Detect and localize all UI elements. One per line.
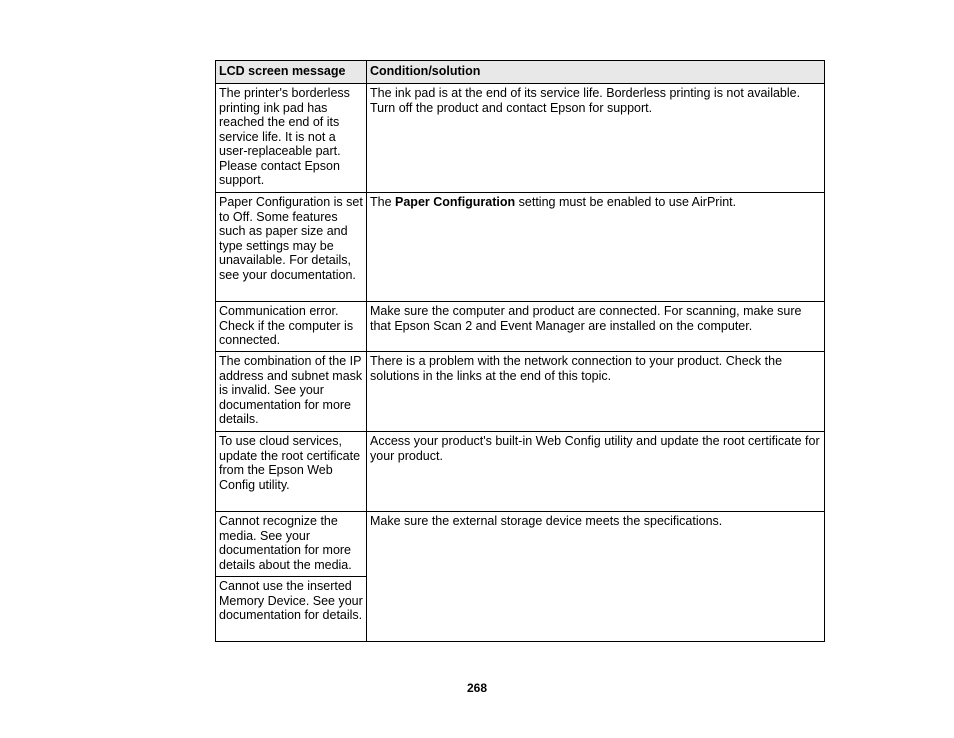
lcd-message-cell: The combination of the IP address and subnet mask is invalid. See your documentation for more details. xyxy=(216,352,367,432)
solution-cell: There is a problem with the network connection to your product. Check the solutions in the links at the end of this topic. xyxy=(367,352,825,432)
table-header-row xyxy=(216,61,825,84)
page-number: 268 xyxy=(466,681,488,695)
table-row xyxy=(216,432,825,512)
table-row xyxy=(216,512,825,577)
solution-cell: Make sure the computer and product are connected. For scanning, make sure that Epson Scan 2 and Event Manager are installed on the computer. xyxy=(367,302,825,352)
solution-text: setting must be enabled to use AirPrint. xyxy=(515,195,737,209)
header-lcd-message: LCD screen message xyxy=(216,61,367,84)
table-row xyxy=(216,84,825,193)
lcd-message-cell: Cannot use the inserted Memory Device. See your documentation for details. xyxy=(216,577,367,642)
setting-name-bold: Paper Configuration xyxy=(395,195,516,209)
header-condition-solution: Condition/solution xyxy=(367,61,825,84)
table-row xyxy=(216,193,825,302)
table-row xyxy=(216,352,825,432)
lcd-message-cell: Paper Configuration is set to Off. Some features such as paper size and type settings may be unavailable. For details, see your documentation. xyxy=(216,193,367,302)
solution-cell: Make sure the external storage device meets the specifications. xyxy=(367,512,825,642)
solution-cell: Access your product's built-in Web Config utility and update the root certificate for your product. xyxy=(367,432,825,512)
solution-text: The xyxy=(370,195,396,209)
lcd-message-cell: The printer's borderless printing ink pad has reached the end of its service life. It is not a user-replaceable part. Please contact Epson support. xyxy=(216,84,367,193)
lcd-message-cell: Communication error. Check if the computer is connected. xyxy=(216,302,367,352)
solution-cell: The ink pad is at the end of its service life. Borderless printing is not available. Turn off the product and contact Epson for support. xyxy=(367,84,825,193)
solution-cell xyxy=(367,193,825,302)
lcd-messages-table xyxy=(215,60,825,642)
table-row xyxy=(216,302,825,352)
lcd-message-cell: To use cloud services, update the root certificate from the Epson Web Config utility. xyxy=(216,432,367,512)
lcd-message-cell: Cannot recognize the media. See your documentation for more details about the media. xyxy=(216,512,367,577)
